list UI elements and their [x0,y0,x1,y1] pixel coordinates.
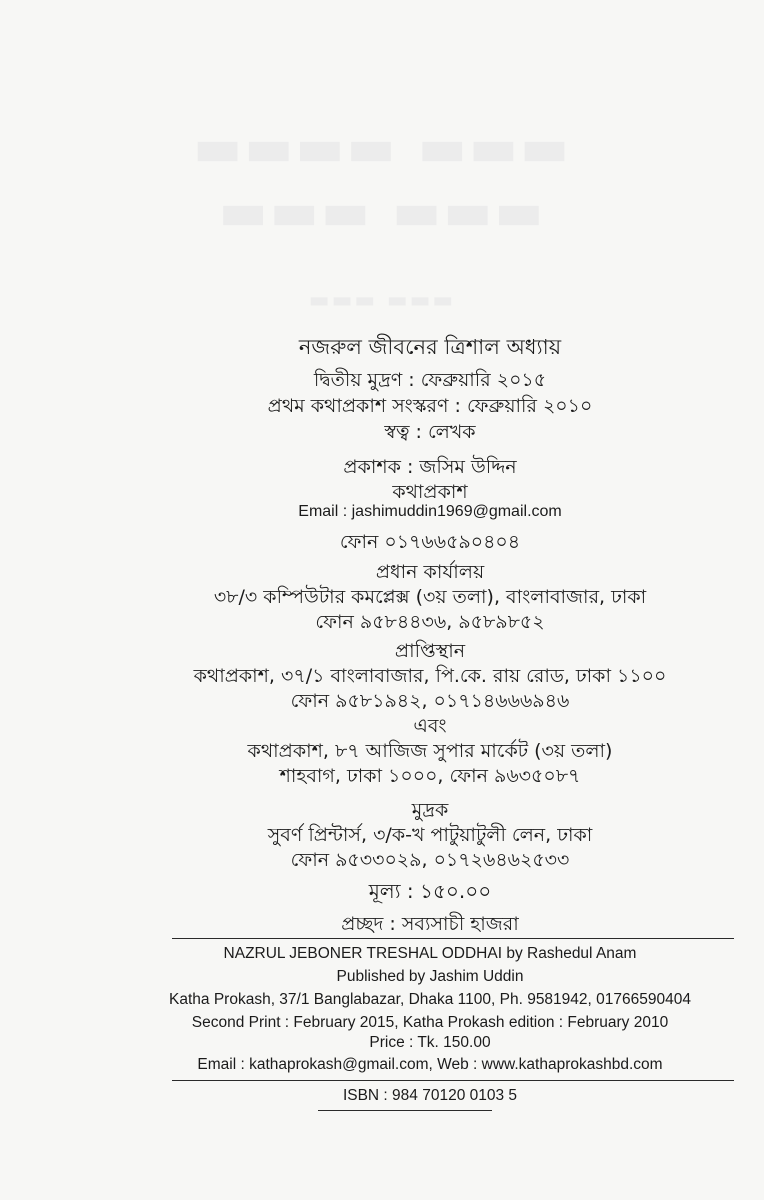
divider [172,1080,734,1081]
english-contact: Email : kathaprokash@gmail.com, Web : www.kathaprokashbd.com [197,1056,663,1073]
english-published-by: Published by Jashim Uddin [336,968,524,985]
isbn-underline [318,1110,492,1111]
publisher: প্রকাশক : জসিম উদ্দিন [343,456,517,478]
english-print-info: Second Print : February 2015, Katha Prokash edition : February 2010 [191,1014,669,1031]
publisher-house: কথাপ্রকাশ [392,481,468,503]
english-title: NAZRUL JEBONER TRESHAL ODDHAI by Rashedul Anam [223,945,637,962]
second-print: দ্বিতীয় মুদ্রণ : ফেব্রুয়ারি ২০১৫ [313,369,547,391]
publisher-phone: ফোন ০১৭৬৬৫৯০৪০৪ [339,531,521,553]
publisher-email: Email : jashimuddin1969@gmail.com [298,503,562,520]
show-through-text: ▬▬▬ ▬▬▬ [308,288,456,313]
head-office-phone: ফোন ৯৫৮৪৪৩৬, ৯৫৮৯৮৫২ [315,611,545,633]
book-title: নজরুল জীবনের ত্রিশাল অধ্যায় [298,335,562,359]
printer-phone: ফোন ৯৫৩৩০২৯, ০১৭২৬৪৬২৫৩৩ [290,849,570,871]
first-print: প্রথম কথাপ্রকাশ সংস্করণ : ফেব্রুয়ারি ২০১০ [267,395,593,417]
distribution-phone-1: ফোন ৯৫৮১৯৪২, ০১৭১৪৬৬৬৯৪৬ [290,690,570,712]
head-office-address: ৩৮/৩ কম্পিউটার কমপ্লেক্স (৩য় তলা), বাংলাবাজার, ঢাকা [213,586,647,608]
distribution-address-1: কথাপ্রকাশ, ৩৭/১ বাংলাবাজার, পি.কে. রায় রোড, ঢাকা ১১০০ [193,665,667,687]
show-through-text: ▬▬▬▬ ▬▬▬ [192,118,572,178]
show-through-text: ▬▬▬ ▬▬▬ [218,182,546,242]
head-office-label: প্রধান কার্যালয় [375,561,485,583]
distribution-address-2b: শাহবাগ, ঢাকা ১০০০, ফোন ৯৬৩৫০৮৭ [279,765,581,787]
printer-address: সুবর্ণ প্রিন্টার্স, ৩/ক-খ পাটুয়াটুলী লেন, ঢাকা [267,824,593,846]
isbn: ISBN : 984 70120 0103 5 [342,1087,518,1104]
divider [172,938,734,939]
distribution-address-2: কথাপ্রকাশ, ৮৭ আজিজ সুপার মার্কেট (৩য় তলা) [247,740,613,762]
distribution-label: প্রাপ্তিস্থান [394,640,466,662]
english-price: Price : Tk. 150.00 [369,1034,491,1051]
cover-designer: প্রচ্ছদ : সব্যসাচী হাজরা [341,913,519,935]
price: মূল্য : ১৫০.০০ [368,879,492,903]
and-separator: এবং [413,715,447,737]
copyright: স্বত্ব : লেখক [384,421,476,443]
printer-label: মুদ্রক [411,799,449,821]
english-address: Katha Prokash, 37/1 Banglabazar, Dhaka 1100, Ph. 9581942, 01766590404 [169,991,691,1008]
